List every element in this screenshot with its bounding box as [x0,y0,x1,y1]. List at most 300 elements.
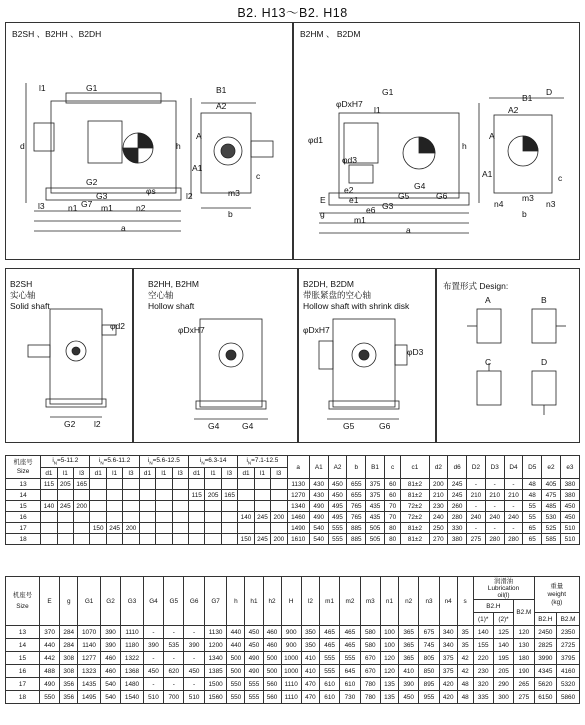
table-cell: 280 [504,534,523,545]
table-cell [139,501,155,512]
col-header: D4 [504,456,523,479]
gearbox-drawing-front [6,23,294,261]
table-cell [106,501,122,512]
sub-col-header: l3 [271,468,287,479]
dim-label: l3 [38,201,45,211]
table-cell: 780 [360,691,380,704]
sub-col-header: d1 [238,468,254,479]
table-cell: 375 [439,652,457,665]
table-cell: 580 [360,626,380,639]
design-arrangement-drawing [437,269,581,444]
table-cell: 488 [39,665,59,678]
table-cell: 465 [340,626,360,639]
table-cell: 2825 [534,639,557,652]
table-cell [156,523,172,534]
table-cell: 955 [419,691,439,704]
table-cell [41,512,57,523]
table-cell: 450 [328,490,347,501]
table-cell: 460 [263,626,281,639]
table-cell: 200 [271,534,287,545]
table-cell: 3795 [557,652,580,665]
table-cell: 435 [366,501,385,512]
table-cell: 655 [347,479,366,490]
table-cell: 70 [384,501,400,512]
dimension-table-2 [5,576,580,704]
table-cell: 245 [254,534,270,545]
dim-label: n4 [494,199,504,209]
table-cell: 375 [366,479,385,490]
table-cell: 1368 [121,665,144,678]
table-cell: 585 [542,534,561,545]
table-cell: 610 [319,691,339,704]
table-cell: 205 [205,490,221,501]
table-cell: 150 [238,534,254,545]
table-cell: 500 [263,665,281,678]
size-cell: 14 [6,639,40,652]
table-cell [238,479,254,490]
table-cell: 540 [309,534,328,545]
table-cell: 65 [523,523,542,534]
table-cell: 460 [263,639,281,652]
size-cell: 16 [6,512,41,523]
table-cell: 555 [245,691,263,704]
dim-label: φd3 [342,155,357,165]
table-cell: 555 [245,678,263,691]
table-cell: 280 [485,534,504,545]
table-cell: 550 [39,691,59,704]
table-cell: 375 [366,490,385,501]
table-cell: 365 [399,626,419,639]
page-title: B2. H13～B2. H18 [237,6,348,20]
table-cell: 450 [560,512,579,523]
dim-label: G1 [86,83,98,93]
solid-shaft-drawing [6,269,134,444]
table-cell: 290 [493,678,513,691]
table-cell: 140 [41,501,57,512]
table-cell: 240 [504,512,523,523]
table-cell [123,479,139,490]
table-cell [189,523,205,534]
table-cell: 35 [457,626,473,639]
dim-label: φd2 [110,321,125,331]
table-cell: 450 [560,501,579,512]
table-cell: 510 [560,534,579,545]
table-cell: - [504,523,523,534]
table-cell: 495 [328,501,347,512]
dim-label: E [320,195,326,205]
weight-sub-header: B2.H [534,613,557,626]
table-cell: 270 [429,534,448,545]
table-cell: 450 [245,626,263,639]
sub-col-header: d1 [41,468,57,479]
table-cell: 210 [429,490,448,501]
col-header: h2 [263,577,281,626]
table-cell: 2450 [534,626,557,639]
sub-col-header: l3 [172,468,188,479]
table-cell: 390 [143,639,163,652]
table-cell: 765 [347,512,366,523]
col-header: D3 [485,456,504,479]
table-cell: 1480 [121,678,144,691]
table-cell: 1130 [287,479,309,490]
table-cell: 555 [319,652,339,665]
table-cell: 442 [39,652,59,665]
table-row [6,523,580,534]
table-cell: 1277 [78,652,101,665]
panel-label-cn: 空心轴 [148,290,174,300]
table-row [6,639,580,652]
table-cell: 265 [514,678,534,691]
table-cell: 308 [60,665,78,678]
table-cell: 115 [41,479,57,490]
table-cell [189,534,205,545]
size-cell: 17 [6,678,40,691]
dim-label: φDxH7 [336,99,363,109]
table-cell [156,534,172,545]
table-cell: 80 [384,534,400,545]
table-cell: 390 [100,639,120,652]
col-header: H [281,577,301,626]
table-row [6,626,580,639]
table-cell: 495 [328,512,347,523]
table-cell [221,479,237,490]
design-b-label: B [541,295,547,305]
table-cell: 540 [100,678,120,691]
lub-sub-header: B2.M [514,600,534,626]
table-cell: 550 [227,691,245,704]
table-cell: 48 [523,479,542,490]
table-cell: - [184,652,204,665]
table-cell: 4345 [534,665,557,678]
ratio-group-header: $i_N=5.6-11.2$ [90,456,139,468]
col-header: n3 [419,577,439,626]
table-cell: 780 [360,678,380,691]
sub-col-header: l1 [156,468,172,479]
sub-col-header: l3 [123,468,139,479]
table-cell [221,512,237,523]
table-cell [123,512,139,523]
size-cell: 14 [6,490,41,501]
dim-label: a [121,223,126,233]
dimension-table-1 [5,455,580,545]
table-cell [74,512,90,523]
table-cell: 81±2 [401,523,429,534]
table-cell [74,534,90,545]
sub-col-header: d1 [189,468,205,479]
dim-label: l1 [39,83,46,93]
table-cell [156,490,172,501]
sub-col-header: d1 [139,468,155,479]
table-cell: 5320 [557,678,580,691]
sub-col-header: l1 [57,468,73,479]
dim-label: e2 [344,185,354,195]
table-cell: 490 [245,652,263,665]
dim-label: d [20,141,25,151]
dim-label: G6 [436,191,448,201]
col-header: G6 [184,577,204,626]
dim-label: m1 [101,203,113,213]
table-cell: 525 [542,523,561,534]
table-cell: 510 [143,691,163,704]
table-cell: 490 [309,501,328,512]
dim-label: G7 [81,199,93,209]
table-cell: 65 [523,534,542,545]
table-cell: 440 [227,639,245,652]
table-cell: 220 [473,652,493,665]
table-cell: 365 [399,652,419,665]
table-cell: 1200 [204,639,227,652]
table-cell: 430 [309,479,328,490]
table-cell: 900 [281,639,301,652]
dim-label: A1 [482,169,493,179]
col-header: d6 [448,456,467,479]
dim-label: b [228,209,233,219]
table-cell [189,479,205,490]
table-cell [156,479,172,490]
weight-sub-header: B2.M [557,613,580,626]
table-row [6,501,580,512]
col-header: n1 [380,577,398,626]
table-cell: 900 [281,626,301,639]
table-cell: 1560 [204,691,227,704]
table-cell: 1180 [121,639,144,652]
dim-label: m1 [354,215,366,225]
table-cell: 280 [448,512,467,523]
table-cell [106,534,122,545]
sub-col-header: d1 [90,468,106,479]
table-row [6,512,580,523]
table-cell: 670 [360,665,380,678]
table-cell [254,479,270,490]
table-cell: 450 [143,665,163,678]
table-cell [221,523,237,534]
col-header: b [347,456,366,479]
table-cell: 490 [309,512,328,523]
table-cell: 200 [74,501,90,512]
table-cell: 35 [457,639,473,652]
table-cell [172,501,188,512]
table-cell [221,501,237,512]
dim-label: G4 [208,421,220,431]
size-header: 机座号 Size [6,577,40,626]
table-cell: 284 [60,626,78,639]
table-cell: 245 [448,479,467,490]
col-header: d2 [429,456,448,479]
table-cell: 5860 [557,691,580,704]
table-cell: 2350 [557,626,580,639]
col-header: m2 [340,577,360,626]
dim-label: n1 [68,203,78,213]
table-cell: 1130 [204,626,227,639]
table-cell: 1340 [204,652,227,665]
size-cell: 18 [6,691,40,704]
col-header: s [457,577,473,626]
table-cell: 210 [504,490,523,501]
table-cell [205,479,221,490]
table-cell: 200 [429,479,448,490]
table-cell: - [184,626,204,639]
table-cell: 500 [263,652,281,665]
table-cell: 48 [457,691,473,704]
table-cell [189,501,205,512]
table-cell: 450 [328,479,347,490]
table-cell: 120 [380,665,398,678]
table-cell: 2725 [557,639,580,652]
table-cell: 420 [439,691,457,704]
col-header: e2 [542,456,561,479]
table-cell: 470 [301,678,319,691]
table-cell: 1322 [121,652,144,665]
table-cell: 48 [523,490,542,501]
table-cell: 410 [301,665,319,678]
table-cell: 81±2 [401,479,429,490]
weight-header: 重量 weight (kg) [534,577,579,613]
table-cell: 55 [523,501,542,512]
table-cell [205,534,221,545]
table-cell: 155 [473,639,493,652]
col-header: a [287,456,309,479]
table-cell: 450 [245,639,263,652]
dim-label: c [256,171,261,181]
table-cell [123,501,139,512]
dim-label: D [546,87,553,97]
table-row [6,652,580,665]
table-cell: 440 [227,626,245,639]
table-cell [139,479,155,490]
table-cell: 1435 [78,678,101,691]
table-cell: 60 [384,490,400,501]
table-cell [139,512,155,523]
table-cell [189,512,205,523]
table-cell: 885 [347,523,366,534]
table-cell: 390 [399,678,419,691]
table-row [6,490,580,501]
col-header: n4 [439,577,457,626]
table-cell: 765 [347,501,366,512]
table-cell [238,501,254,512]
table-cell: 580 [360,639,380,652]
hollow-shaft-drawing [134,269,299,444]
table-cell [271,490,287,501]
table-cell [41,523,57,534]
table-cell: 470 [301,691,319,704]
gearbox-drawing-hollow [294,23,581,261]
table-cell: 620 [164,665,184,678]
table-cell: 260 [448,501,467,512]
dim-label: h [176,141,181,151]
table-cell: 490 [245,665,263,678]
table-cell: - [467,501,486,512]
table-cell: 365 [399,639,419,652]
table-cell: - [164,652,184,665]
col-header: A1 [309,456,328,479]
table-cell: 375 [439,665,457,678]
table-cell: 240 [485,512,504,523]
lub-sub-header: B2.H [473,600,514,613]
table-cell: 1000 [281,652,301,665]
table-cell [57,490,73,501]
table-cell [205,501,221,512]
table-cell: 390 [100,626,120,639]
table-cell: 245 [57,501,73,512]
table-cell: 320 [473,678,493,691]
table-cell: 165 [221,490,237,501]
table-cell: 205 [57,479,73,490]
hollow-shaft-panel [133,268,298,443]
panel-label: B2HM 、 B2DM [300,29,361,39]
col-header: E [39,577,59,626]
table-cell: 100 [380,639,398,652]
dim-label: e1 [349,195,359,205]
size-cell: 18 [6,534,41,545]
size-cell: 13 [6,626,40,639]
table-cell: 380 [560,479,579,490]
table-cell [205,512,221,523]
table-cell [271,479,287,490]
panel-label-en: Hollow shaft with shrink disk [303,301,410,311]
table-cell: - [143,678,163,691]
table-cell: 275 [467,534,486,545]
dim-label: φd1 [308,135,323,145]
table-cell: - [485,523,504,534]
table-cell [41,490,57,501]
table-cell: 700 [164,691,184,704]
size-cell: 15 [6,652,40,665]
table-cell [172,534,188,545]
dim-label: G4 [414,181,426,191]
table-cell: 460 [100,665,120,678]
dim-label: B1 [216,85,227,95]
table-cell [172,479,188,490]
dim-label: G3 [96,191,108,201]
table-cell [123,490,139,501]
table-cell: 135 [380,678,398,691]
table-cell: 240 [467,512,486,523]
table-cell: 356 [60,691,78,704]
panel-label: B2SH 、B2HH 、B2DH [12,29,102,39]
table-cell [106,479,122,490]
table-cell: 655 [347,490,366,501]
table-cell: 150 [90,523,106,534]
table-cell [57,523,73,534]
dim-label: A [489,131,495,141]
table-cell: - [504,501,523,512]
table-cell: 465 [340,639,360,652]
panel-label-en: Hollow shaft [148,301,195,311]
dim-label: G5 [343,421,355,431]
table-cell: 240 [429,512,448,523]
table-cell: 500 [227,665,245,678]
dim-label: n3 [546,199,556,209]
table-cell [90,512,106,523]
table-cell [254,490,270,501]
table-cell: 555 [340,652,360,665]
table-cell: 430 [309,490,328,501]
table-cell: - [467,523,486,534]
table-cell: 370 [39,626,59,639]
dim-label: G4 [242,421,254,431]
table-cell: 675 [419,626,439,639]
table-cell [172,512,188,523]
dim-label: G3 [382,201,394,211]
table-cell: 390 [184,639,204,652]
table-cell: 130 [514,639,534,652]
table-cell: 81±2 [401,490,429,501]
table-cell [139,534,155,545]
col-header: n2 [399,577,419,626]
table-cell: 42 [457,652,473,665]
table-cell: 48 [457,678,473,691]
